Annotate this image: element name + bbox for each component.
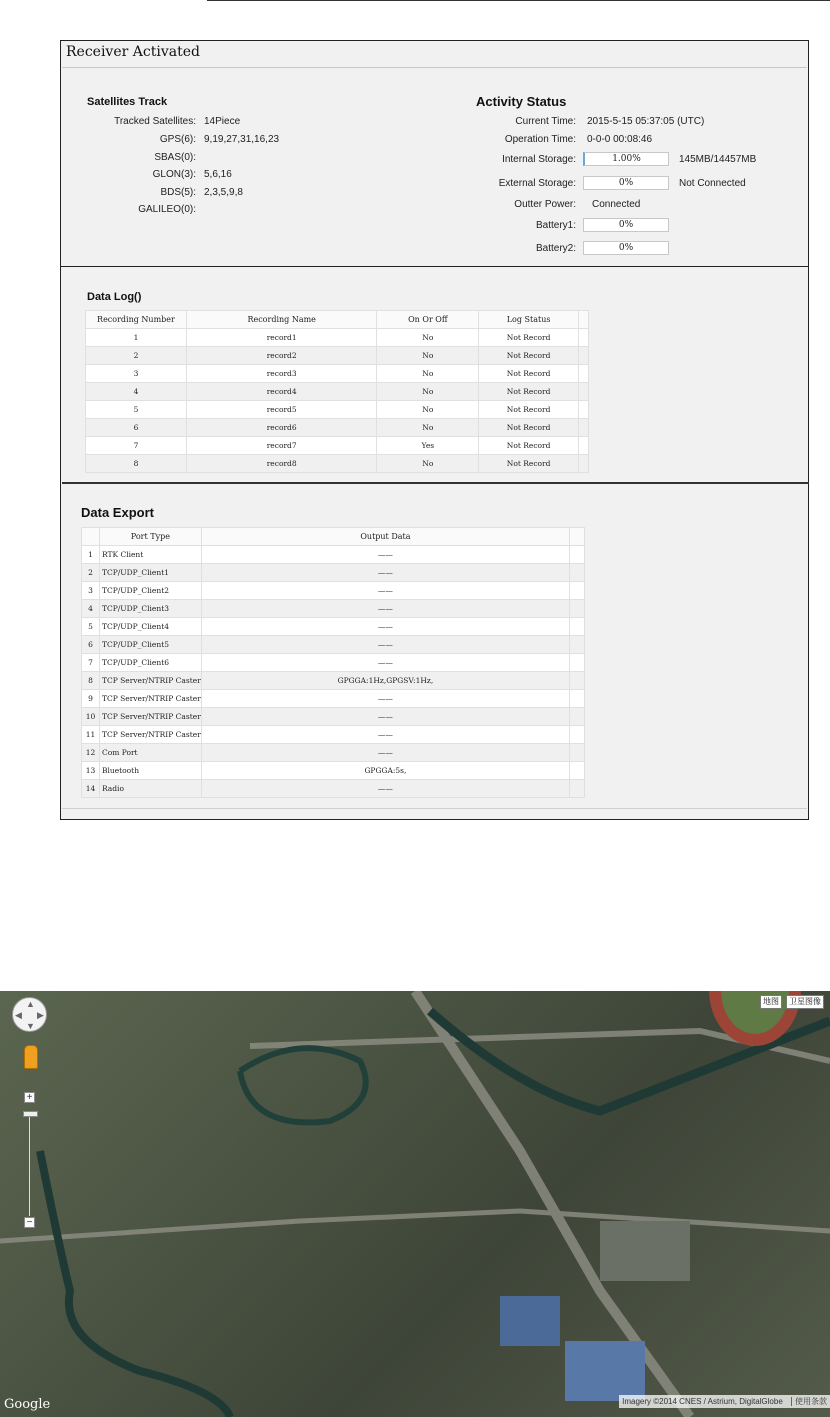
export-scroll-gutter [570,654,585,672]
export-cell: TCP/UDP_Client4 [99,618,201,636]
export-cell: GPGGA:5s, [201,762,569,780]
export-cell: TCP/UDP_Client1 [99,564,201,582]
log-cell: record5 [186,401,377,419]
imagery-credit: Imagery ©2014 CNES / Astrium, DigitalGlobe [622,1397,783,1406]
satellite-label: SBAS(0): [154,152,196,163]
map-attribution [619,1395,830,1408]
export-cell: TCP/UDP_Client6 [99,654,201,672]
export-scroll-gutter [570,726,585,744]
operation-time-value: 0-0-0 00:08:46 [587,134,653,145]
log-scroll-gutter [579,419,589,437]
table-row[interactable] [82,672,585,690]
table-row[interactable] [86,329,589,347]
table-row[interactable] [82,708,585,726]
pan-control[interactable] [12,997,47,1032]
export-cell: Com Port [99,744,201,762]
export-scroll-gutter [570,636,585,654]
export-cell: Bluetooth [99,762,201,780]
table-row[interactable] [82,582,585,600]
log-column-header: Log Status [479,311,579,329]
log-cell: 4 [86,383,187,401]
satellite-label: Tracked Satellites: [114,116,196,127]
export-cell: 6 [82,636,100,654]
log-column-header: Recording Number [86,311,187,329]
export-cell: 10 [82,708,100,726]
zoom-in-button[interactable]: + [24,1092,35,1103]
export-scroll-gutter [570,708,585,726]
log-cell: No [377,365,479,383]
export-cell: —— [201,618,569,636]
export-cell: TCP/UDP_Client5 [99,636,201,654]
satellite-value: 5,6,16 [204,169,232,180]
export-cell: —— [201,744,569,762]
table-row[interactable] [86,437,589,455]
export-cell: 7 [82,654,100,672]
export-column-header: Port Type [99,528,201,546]
export-cell: —— [201,654,569,672]
export-scroll-gutter [570,600,585,618]
export-scroll-gutter [570,582,585,600]
satellite-value: 9,19,27,31,16,23 [204,134,280,145]
pan-left-icon[interactable]: ◀ [15,1010,22,1020]
street-view-pegman-icon[interactable] [24,1045,38,1069]
log-cell: record1 [186,329,377,347]
export-column-header [82,528,100,546]
export-scroll-gutter [570,528,585,546]
log-cell: No [377,401,479,419]
log-cell: No [377,329,479,347]
panel-bottom-rule [62,808,807,809]
section-divider-1 [60,266,809,267]
log-cell: 1 [86,329,187,347]
export-scroll-gutter [570,690,585,708]
log-cell: No [377,347,479,365]
log-cell: record6 [186,419,377,437]
pan-up-icon[interactable]: ▲ [26,999,35,1009]
satellite-map[interactable] [0,991,830,1417]
log-cell: 6 [86,419,187,437]
export-cell: 2 [82,564,100,582]
satellite-value: 14Piece [204,116,241,127]
log-scroll-gutter [579,347,589,365]
battery2-bar: 0% [583,241,669,255]
export-scroll-gutter [570,546,585,564]
export-cell: Radio [99,780,201,798]
satellite-value: 2,3,5,9,8 [204,187,243,198]
log-cell: 2 [86,347,187,365]
map-type-map-button[interactable]: 地图 [760,995,782,1009]
activity-status-heading: Activity Status [476,94,567,109]
zoom-out-button[interactable]: − [24,1217,35,1228]
export-scroll-gutter [570,780,585,798]
export-cell: TCP Server/NTRIP Caster [99,708,201,726]
current-time-value: 2015-5-15 05:37:05 (UTC) [587,116,705,127]
export-scroll-gutter [570,564,585,582]
export-cell: 13 [82,762,100,780]
export-cell: 3 [82,582,100,600]
export-cell: 9 [82,690,100,708]
log-cell: record3 [186,365,377,383]
export-cell: TCP Server/NTRIP Caster [99,690,201,708]
pan-down-icon[interactable]: ▼ [26,1021,35,1031]
log-cell: No [377,419,479,437]
table-row[interactable] [86,365,589,383]
log-cell: Not Record [479,455,579,473]
log-scroll-gutter [579,329,589,347]
current-time-label: Current Time: [515,116,576,127]
satellites-track-heading: Satellites Track [87,96,168,108]
operation-time-label: Operation Time: [504,134,576,145]
table-row[interactable] [86,383,589,401]
log-scroll-gutter [579,437,589,455]
top-rule [207,0,830,1]
export-scroll-gutter [570,762,585,780]
log-scroll-gutter [579,365,589,383]
battery1-bar: 0% [583,218,669,232]
title-divider [62,67,807,68]
export-cell: 4 [82,600,100,618]
log-scroll-gutter [579,455,589,473]
satellite-label: GLON(3): [152,169,196,180]
external-storage-status: Not Connected [679,178,746,189]
battery2-label: Battery2: [535,243,576,254]
data-log-heading: Data Log() [87,291,142,303]
pan-right-icon[interactable]: ▶ [37,1010,44,1020]
export-cell: —— [201,564,569,582]
zoom-slider-track[interactable] [29,1111,30,1216]
table-row[interactable] [82,780,585,798]
export-scroll-gutter [570,618,585,636]
log-cell: No [377,383,479,401]
export-cell: GPGGA:1Hz,GPGSV:1Hz, [201,672,569,690]
log-scroll-gutter [579,401,589,419]
export-scroll-gutter [570,672,585,690]
log-cell: Not Record [479,347,579,365]
export-cell: —— [201,708,569,726]
export-cell: —— [201,546,569,564]
outter-power-value: Connected [592,199,641,210]
log-cell: 5 [86,401,187,419]
log-cell: Not Record [479,365,579,383]
log-cell: 8 [86,455,187,473]
export-cell: —— [201,600,569,618]
table-row[interactable] [82,636,585,654]
log-column-header: Recording Name [186,311,377,329]
export-cell: 12 [82,744,100,762]
satellite-label: BDS(5): [160,187,196,198]
export-cell: —— [201,582,569,600]
log-cell: record4 [186,383,377,401]
export-cell: 5 [82,618,100,636]
export-cell: 1 [82,546,100,564]
export-cell: TCP Server/NTRIP Caster [99,672,201,690]
log-scroll-gutter [579,311,589,329]
data-log-table [85,310,589,473]
outter-power-label: Outter Power: [514,199,576,210]
export-column-header: Output Data [201,528,569,546]
table-row[interactable] [86,347,589,365]
map-imagery [0,991,830,1417]
satellite-label: GALILEO(0): [138,204,196,215]
table-row[interactable] [86,455,589,473]
data-export-table [81,527,585,798]
log-column-header: On Or Off [377,311,479,329]
log-cell: 7 [86,437,187,455]
external-storage-label: External Storage: [498,178,576,189]
map-type-satellite-button[interactable]: 卫星图像 [786,995,824,1009]
export-cell: —— [201,726,569,744]
table-row[interactable] [82,618,585,636]
satellite-label: GPS(6): [159,134,196,145]
export-cell: —— [201,690,569,708]
battery1-label: Battery1: [535,220,576,231]
export-cell: 11 [82,726,100,744]
table-row[interactable] [82,600,585,618]
log-cell: Not Record [479,329,579,347]
page-title: Receiver Activated [66,44,200,60]
export-cell: —— [201,780,569,798]
table-row[interactable] [86,419,589,437]
log-cell: record2 [186,347,377,365]
export-cell: RTK Client [99,546,201,564]
log-cell: Not Record [479,419,579,437]
table-row[interactable] [82,546,585,564]
table-row[interactable] [82,762,585,780]
export-scroll-gutter [570,744,585,762]
table-row[interactable] [82,744,585,762]
log-cell: Not Record [479,383,579,401]
table-row[interactable] [82,654,585,672]
log-cell: Not Record [479,437,579,455]
internal-storage-size: 145MB/14457MB [679,154,757,165]
export-cell: TCP/UDP_Client2 [99,582,201,600]
export-cell: —— [201,636,569,654]
external-storage-bar: 0% [583,176,669,190]
log-scroll-gutter [579,383,589,401]
internal-storage-bar: 1.00% [583,152,669,166]
log-cell: Not Record [479,401,579,419]
export-cell: 14 [82,780,100,798]
export-cell: 8 [82,672,100,690]
internal-storage-label: Internal Storage: [502,154,576,165]
log-cell: No [377,455,479,473]
terms-link[interactable]: 使用条款 [791,1397,827,1406]
log-cell: record7 [186,437,377,455]
table-row[interactable] [82,726,585,744]
zoom-slider-handle[interactable] [23,1111,38,1117]
log-cell: Yes [377,437,479,455]
log-cell: 3 [86,365,187,383]
table-row[interactable] [86,401,589,419]
export-cell: TCP Server/NTRIP Caster [99,726,201,744]
google-logo: Google [4,1397,51,1412]
table-row[interactable] [82,564,585,582]
log-cell: record8 [186,455,377,473]
data-export-heading: Data Export [81,505,154,520]
section-divider-2 [62,482,809,484]
export-cell: TCP/UDP_Client3 [99,600,201,618]
table-row[interactable] [82,690,585,708]
